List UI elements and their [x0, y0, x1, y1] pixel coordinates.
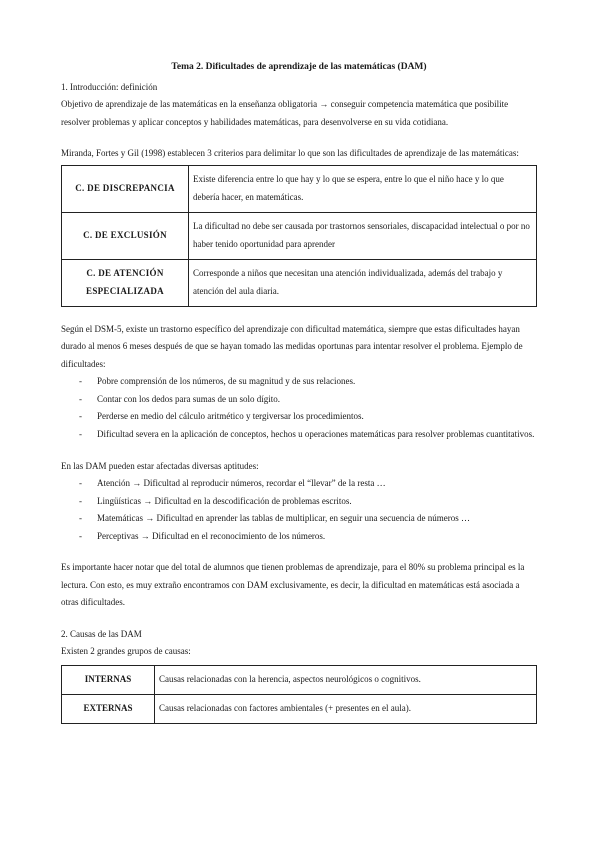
list-item: - Perceptivas → Dificultad en el reconocimiento de los números. [79, 528, 537, 546]
difficulties-list [61, 373, 537, 443]
criteria-intro: Miranda, Fortes y Gil (1998) establecen 3 criterios para delimitar lo que son las dificultades de aprendizaje de las matemáticas: [61, 148, 519, 159]
criteria-row [62, 212, 537, 259]
list-item: - Atención → Dificultad al reproducir números, recordar el “llevar” de la resta … [79, 475, 537, 493]
note-paragraph: Es importante hacer notar que del total de alumnos que tienen problemas de aprendizaje, para el 80% su problema principal es la lectura. Con esto, es muy extraño encontramos con DAM exclusivamente, es decir, la dificultad en matemáticas está asociada a otras dificultades. [61, 562, 525, 608]
aptitudes-intro: En las DAM pueden estar afectadas diversas aptitudes: [61, 460, 259, 471]
causes-row [62, 666, 537, 695]
cause-text: Causas relacionadas con factores ambientales (+ presentes en el aula). [155, 695, 537, 724]
section1-heading: 1. Introducción: definición [61, 81, 158, 92]
criteria-row [62, 165, 537, 212]
objective-paragraph: Objetivo de aprendizaje de las matemáticas en la enseñanza obligatoria → conseguir competencia matemática que posibilite resolver problemas y aplicar conceptos y habilidades matemáticas, para desenvolverse en su vida cotidiana. [61, 99, 509, 127]
cause-label: INTERNAS [62, 666, 155, 695]
list-item: - Perderse en medio del cálculo aritmético y tergiversar los procedimientos. [79, 408, 537, 426]
criteria-label: C. DE ATENCIÓN ESPECIALIZADA [62, 259, 189, 306]
criteria-row [62, 259, 537, 306]
causes-table [61, 665, 537, 724]
criteria-text: Corresponde a niños que necesitan una atención individualizada, además del trabajo y atención del aula diaria. [189, 259, 537, 306]
causes-row [62, 695, 537, 724]
criteria-text: La dificultad no debe ser causada por trastornos sensoriales, discapacidad intelectual o por no haber tenido oportunidad para aprender [189, 212, 537, 259]
criteria-table [61, 165, 537, 307]
list-item: - Pobre comprensión de los números, de su magnitud y de sus relaciones. [79, 373, 537, 391]
criteria-text: Existe diferencia entre lo que hay y lo que se espera, entre lo que el niño hace y lo que debería hacer, en matemáticas. [189, 165, 537, 212]
list-item: - Matemáticas → Dificultad en aprender las tablas de multiplicar, en seguir una secuencia de números … [79, 510, 537, 528]
causes-intro: Existen 2 grandes grupos de causas: [61, 646, 191, 657]
section2-heading: 2. Causas de las DAM [61, 628, 142, 639]
cause-text: Causas relacionadas con la herencia, aspectos neurológicos o cognitivos. [155, 666, 537, 695]
criteria-label: C. DE EXCLUSIÓN [62, 212, 189, 259]
cause-label: EXTERNAS [62, 695, 155, 724]
list-item: - Dificultad severa en la aplicación de conceptos, hechos u operaciones matemáticas para resolver problemas cuantitativos. [79, 426, 537, 444]
document-title: Tema 2. Dificultades de aprendizaje de las matemáticas (DAM) [171, 62, 427, 72]
document-page [61, 58, 537, 724]
dsm-paragraph: Según el DSM-5, existe un trastorno específico del aprendizaje con dificultad matemática, siempre que estas dificultades hayan durado al menos 6 meses después de que se hayan tomado las medidas oportunas para intentar resolver el problema. Ejemplo de dificultades: [61, 323, 523, 369]
aptitudes-list [61, 475, 537, 545]
list-item: - Lingüísticas → Dificultad en la descodificación de problemas escritos. [79, 493, 537, 511]
list-item: - Contar con los dedos para sumas de un solo dígito. [79, 391, 537, 409]
criteria-label: C. DE DISCREPANCIA [62, 165, 189, 212]
